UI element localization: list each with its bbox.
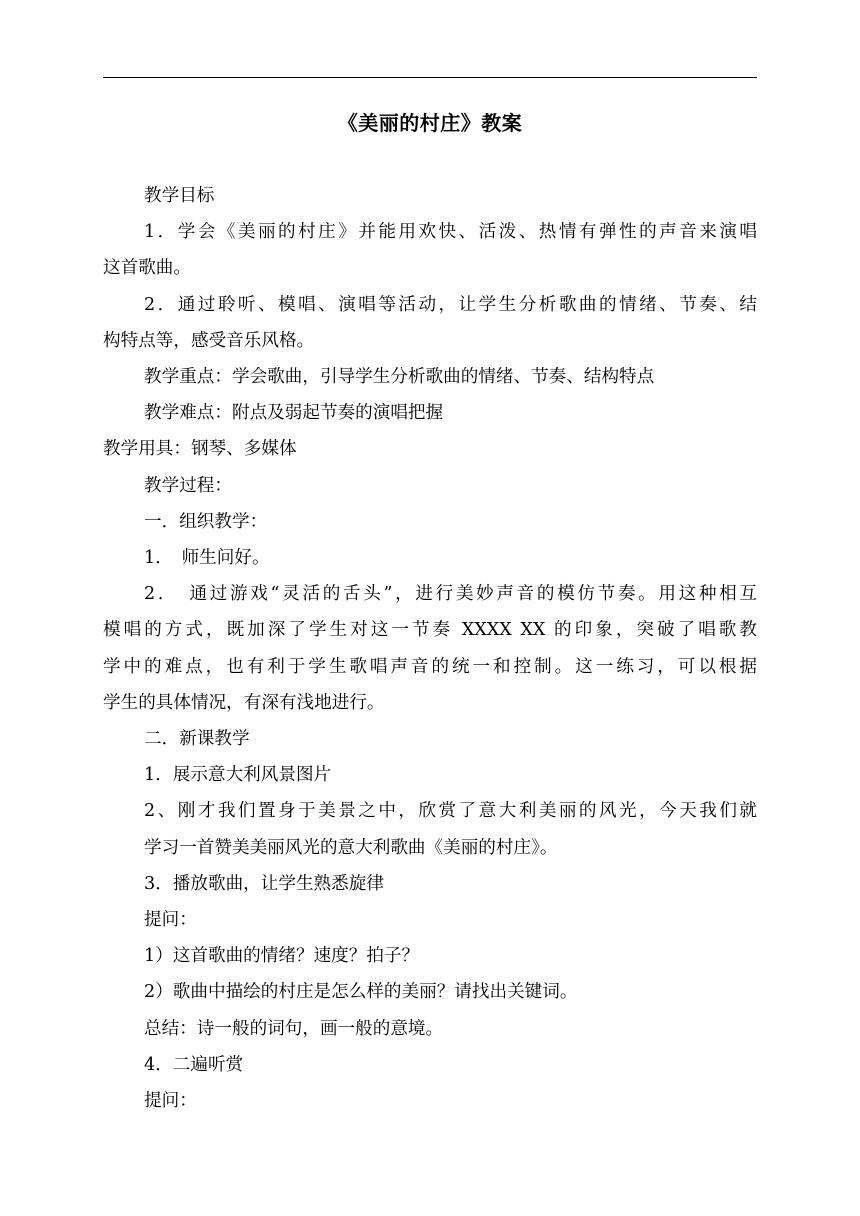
- teaching-tools: 教学用具：钢琴、多媒体: [103, 439, 297, 460]
- section-1-heading: 一．组织教学：: [144, 511, 268, 532]
- objective-2-line-1: 2．通过聆听、模唱、演唱等活动，让学生分析歌曲的情绪、节奏、结: [144, 294, 757, 315]
- step-2-line-1: 2． 通过游戏“灵活的舌头”，进行美妙声音的模仿节奏。用这种相互: [144, 584, 757, 605]
- objective-1-line-2: 这首歌曲。: [103, 258, 191, 279]
- step-2-line-2: 模唱的方式，既加深了学生对这一节奏 XXXX XX 的印象，突破了唱歌教: [103, 620, 757, 641]
- objective-1-line-1: 1．学会《美丽的村庄》并能用欢快、活泼、热情有弹性的声音来演唱: [144, 222, 757, 243]
- heading-process: 教学过程：: [144, 475, 232, 496]
- key-points: 教学重点：学会歌曲，引导学生分析歌曲的情绪、节奏、结构特点: [144, 367, 655, 388]
- summary: 总结：诗一般的词句，画一般的意境。: [144, 1018, 444, 1039]
- new-lesson-step-3: 3．播放歌曲，让学生熟悉旋律: [144, 873, 384, 894]
- difficult-points: 教学难点：附点及弱起节奏的演唱把握: [144, 403, 444, 424]
- objective-2-line-2: 构特点等，感受音乐风格。: [103, 330, 315, 351]
- document-body: [103, 178, 757, 1119]
- question-1: 1）这首歌曲的情绪？速度？拍子？: [144, 946, 420, 967]
- step-1-greeting: 1． 师生问好。: [144, 548, 270, 569]
- heading-objectives: 教学目标: [144, 186, 215, 206]
- header-rule: [103, 77, 757, 78]
- section-2-heading: 二．新课教学: [144, 729, 250, 750]
- new-lesson-step-4: 4．二遍听赏: [144, 1054, 244, 1075]
- question-label-2: 提问：: [144, 1091, 197, 1112]
- step-2-line-4: 学生的具体情况，有深有浅地进行。: [103, 692, 385, 713]
- question-2: 2）歌曲中描绘的村庄是怎么样的美丽？请找出关键词。: [144, 982, 578, 1003]
- step-2-line-3: 学中的难点，也有利于学生歌唱声音的统一和控制。这一练习，可以根据: [103, 656, 757, 677]
- question-label-1: 提问：: [144, 910, 197, 931]
- new-lesson-step-1: 1．展示意大利风景图片: [144, 765, 332, 786]
- new-lesson-step-2-line-2: 学习一首赞美美丽风光的意大利歌曲《美丽的村庄》。: [144, 837, 558, 858]
- new-lesson-step-2-line-1: 2、刚才我们置身于美景之中，欣赏了意大利美丽的风光，今天我们就: [144, 801, 757, 822]
- document-title: 《美丽的村庄》教案: [337, 111, 523, 135]
